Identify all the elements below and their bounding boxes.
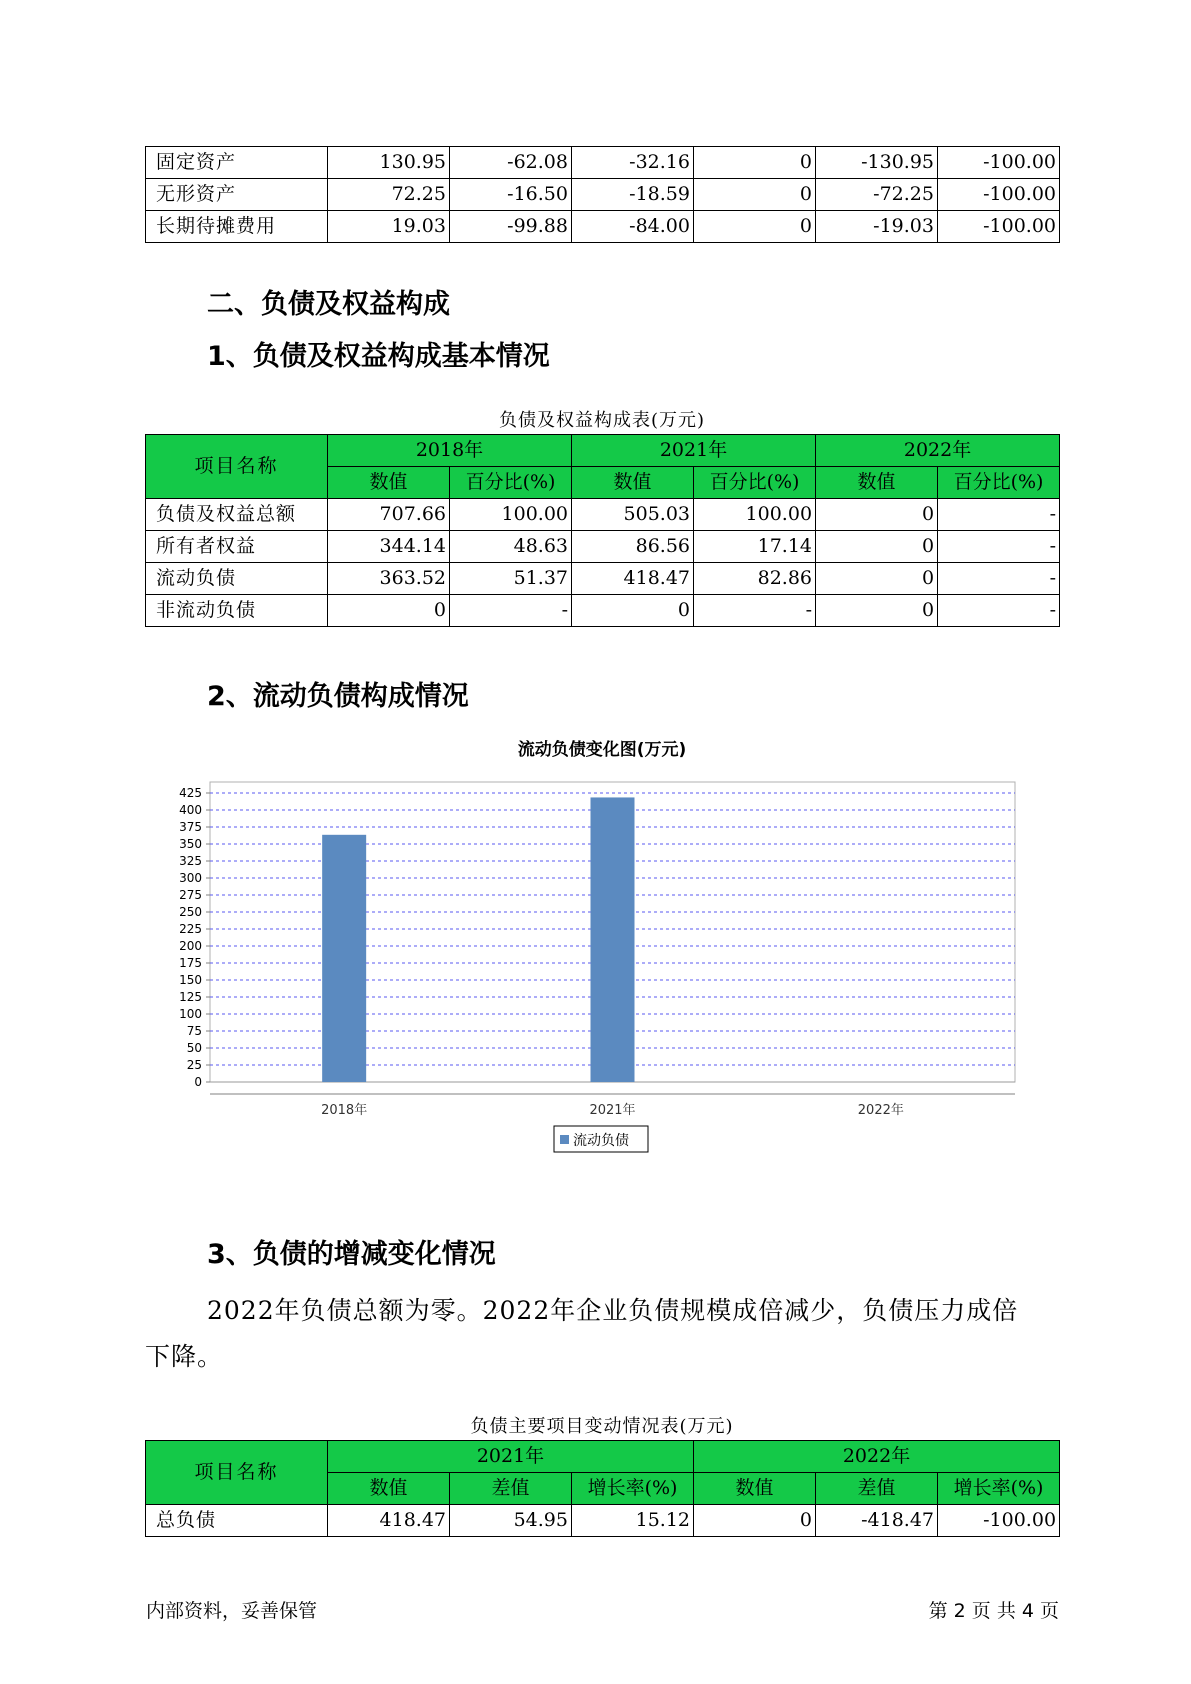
cell: -100.00 — [938, 211, 1060, 243]
liability-equity-table — [145, 434, 1060, 627]
column-header-name: 项目名称 — [146, 435, 328, 499]
cell: -62.08 — [450, 147, 572, 179]
cell: 82.86 — [694, 563, 816, 595]
cell: -72.25 — [816, 179, 938, 211]
y-tick-label: 125 — [179, 990, 202, 1004]
footer-page-number: 第 2 页 共 4 页 — [928, 1600, 1059, 1622]
liability-change-table — [145, 1440, 1060, 1537]
cell: - — [938, 531, 1060, 563]
year-header: 2021年 — [572, 435, 816, 467]
column-header: 百分比(%) — [694, 467, 816, 499]
year-header: 2018年 — [328, 435, 572, 467]
column-header: 数值 — [816, 467, 938, 499]
column-header: 增长率(%) — [938, 1473, 1060, 1505]
paragraph-line: 下降。 — [145, 1342, 224, 1371]
cell: 418.47 — [328, 1505, 450, 1537]
cell: 130.95 — [328, 147, 450, 179]
cell: 15.12 — [572, 1505, 694, 1537]
y-tick-label: 275 — [179, 888, 202, 902]
y-tick-label: 425 — [179, 786, 202, 800]
subsection-heading: 2、流动负债构成情况 — [207, 681, 469, 712]
row-name: 无形资产 — [146, 179, 328, 211]
cell: - — [938, 499, 1060, 531]
cell: 0 — [816, 499, 938, 531]
cell: 344.14 — [328, 531, 450, 563]
table-row — [146, 595, 1060, 627]
cell: 0 — [572, 595, 694, 627]
cell: 86.56 — [572, 531, 694, 563]
cell: 0 — [816, 563, 938, 595]
table-row — [146, 147, 1060, 179]
y-tick-label: 50 — [186, 1041, 202, 1055]
chart-title: 流动负债变化图(万元) — [517, 740, 687, 760]
x-axis-labels — [321, 1102, 904, 1118]
column-header: 百分比(%) — [938, 467, 1060, 499]
column-header: 数值 — [328, 467, 450, 499]
cell: -84.00 — [572, 211, 694, 243]
cell: 505.03 — [572, 499, 694, 531]
cell: 0 — [694, 179, 816, 211]
footer-left: 内部资料，妥善保管 — [146, 1600, 318, 1622]
y-tick-label: 25 — [186, 1058, 202, 1072]
cell: -16.50 — [450, 179, 572, 211]
y-tick-label: 175 — [179, 956, 202, 970]
y-tick-label: 100 — [179, 1007, 202, 1021]
column-header: 差值 — [816, 1473, 938, 1505]
asset-change-table — [145, 146, 1060, 243]
cell: -130.95 — [816, 147, 938, 179]
y-tick-label: 350 — [179, 837, 202, 851]
cell: 100.00 — [450, 499, 572, 531]
cell: -19.03 — [816, 211, 938, 243]
column-header: 数值 — [572, 467, 694, 499]
cell: 0 — [816, 595, 938, 627]
cell: 0 — [694, 1505, 816, 1537]
bar — [322, 835, 366, 1082]
row-name: 负债及权益总额 — [146, 499, 328, 531]
section-heading: 二、负债及权益构成 — [207, 289, 450, 320]
y-tick-label: 200 — [179, 939, 202, 953]
table-caption: 负债主要项目变动情况表(万元) — [470, 1416, 734, 1437]
cell: 418.47 — [572, 563, 694, 595]
y-tick-label: 150 — [179, 973, 202, 987]
cell: -99.88 — [450, 211, 572, 243]
y-tick-label: 75 — [186, 1024, 202, 1038]
cell: 0 — [816, 531, 938, 563]
table-row — [146, 499, 1060, 531]
cell: - — [938, 563, 1060, 595]
year-header: 2022年 — [816, 435, 1060, 467]
row-name: 固定资产 — [146, 147, 328, 179]
year-header: 2021年 — [328, 1441, 694, 1473]
subsection-heading: 1、负债及权益构成基本情况 — [207, 341, 550, 372]
cell: 0 — [694, 147, 816, 179]
cell: - — [938, 595, 1060, 627]
cell: 0 — [328, 595, 450, 627]
y-axis-ticks — [179, 786, 210, 1089]
cell: 100.00 — [694, 499, 816, 531]
y-tick-label: 375 — [179, 820, 202, 834]
cell: 0 — [694, 211, 816, 243]
legend-label: 流动负债 — [573, 1133, 629, 1149]
table-row — [146, 563, 1060, 595]
cell: -100.00 — [938, 147, 1060, 179]
row-name: 长期待摊费用 — [146, 211, 328, 243]
year-header: 2022年 — [694, 1441, 1060, 1473]
y-tick-label: 400 — [179, 803, 202, 817]
bar — [591, 797, 635, 1082]
row-name: 所有者权益 — [146, 531, 328, 563]
subsection-heading: 3、负债的增减变化情况 — [207, 1239, 496, 1270]
table-header-row — [146, 435, 1060, 467]
column-header: 增长率(%) — [572, 1473, 694, 1505]
column-header-name: 项目名称 — [146, 1441, 328, 1505]
cell: -18.59 — [572, 179, 694, 211]
table-row — [146, 211, 1060, 243]
paragraph-line: 2022年负债总额为零。2022年企业负债规模成倍减少，负债压力成倍 — [207, 1296, 1019, 1325]
cell: 72.25 — [328, 179, 450, 211]
legend-swatch — [560, 1135, 569, 1144]
y-tick-label: 325 — [179, 854, 202, 868]
cell: 54.95 — [450, 1505, 572, 1537]
bar-chart-svg — [145, 730, 1059, 1190]
cell: 51.37 — [450, 563, 572, 595]
cell: 17.14 — [694, 531, 816, 563]
current-liabilities-chart — [145, 730, 1059, 1190]
row-name: 流动负债 — [146, 563, 328, 595]
cell: -32.16 — [572, 147, 694, 179]
y-tick-label: 300 — [179, 871, 202, 885]
cell: 19.03 — [328, 211, 450, 243]
cell: - — [450, 595, 572, 627]
cell: 48.63 — [450, 531, 572, 563]
cell: - — [694, 595, 816, 627]
column-header: 差值 — [450, 1473, 572, 1505]
table-caption: 负债及权益构成表(万元) — [498, 410, 706, 431]
table-row — [146, 179, 1060, 211]
table-row — [146, 1505, 1060, 1537]
table-row — [146, 531, 1060, 563]
column-header: 百分比(%) — [450, 467, 572, 499]
column-header: 数值 — [694, 1473, 816, 1505]
y-tick-label: 0 — [194, 1075, 202, 1089]
x-tick-label: 2022年 — [857, 1103, 904, 1118]
y-tick-label: 225 — [179, 922, 202, 936]
cell: 707.66 — [328, 499, 450, 531]
row-name: 总负债 — [146, 1505, 328, 1537]
y-tick-label: 250 — [179, 905, 202, 919]
column-header: 数值 — [328, 1473, 450, 1505]
x-tick-label: 2018年 — [321, 1103, 368, 1118]
cell: -100.00 — [938, 179, 1060, 211]
legend — [554, 1126, 648, 1152]
cell: -100.00 — [938, 1505, 1060, 1537]
x-tick-label: 2021年 — [589, 1103, 636, 1118]
cell: 363.52 — [328, 563, 450, 595]
cell: -418.47 — [816, 1505, 938, 1537]
row-name: 非流动负债 — [146, 595, 328, 627]
table-header-row — [146, 1441, 1060, 1473]
